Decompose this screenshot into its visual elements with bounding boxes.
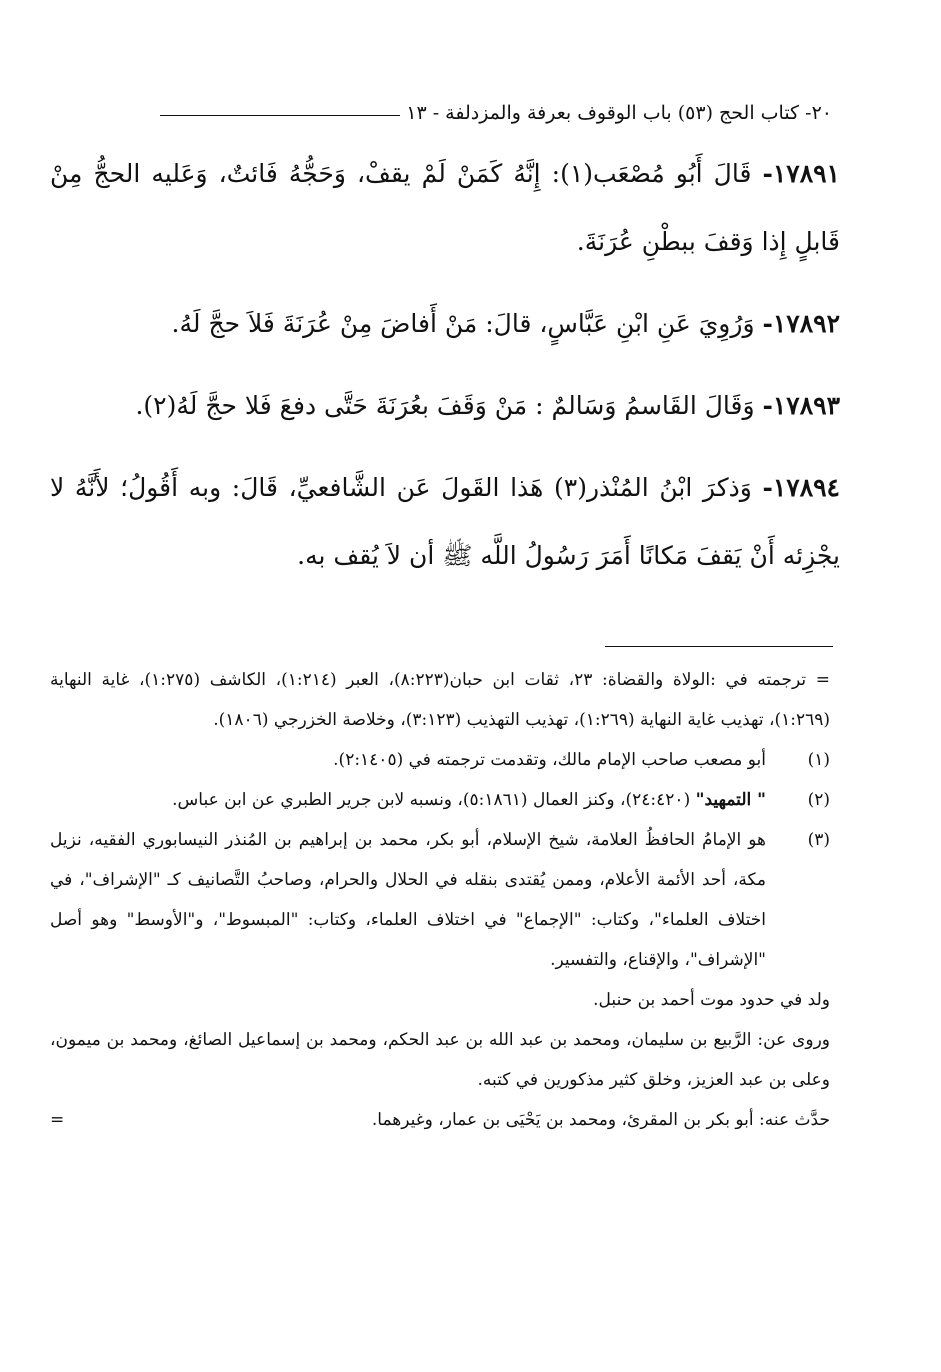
footnote-text: حدَّث عنه: أبو بكر بن المقرئ، ومحمد بن يَحْيَى بن عمار، وغيرهما. (371, 1110, 830, 1130)
paragraph-number: ١٧٨٩٣- (762, 391, 840, 420)
footnote-source-title: " التمهيد" (695, 790, 766, 810)
footnote-line: ولد في حدود موت أحمد بن حنبل. (593, 990, 830, 1010)
paragraph-number: ١٧٨٩١- (762, 159, 840, 188)
header-rule (160, 115, 400, 116)
footnote-item (50, 820, 830, 980)
footnote-item (50, 780, 830, 820)
paragraph (50, 290, 840, 358)
paragraph-number: ١٧٨٩٢- (762, 309, 840, 338)
paragraph (50, 454, 840, 590)
footnote-text: ترجمته في :الولاة والقضاة: ٢٣، ثقات ابن حبان(٨:٢٢٣)، العبر (١:٢١٤)، الكاشف (١:٢٧٥)، غاية النهاية (١:٢٦٩)، تهذيب غاية النهاية (١:٢٦٩)، تهذيب التهذيب (٣:١٢٣)، وخلاصة الخزرجي (١٨٠٦). (50, 670, 830, 730)
header-title: ٢٠- كتاب الحج (٥٣) باب الوقوف بعرفة والمزدلفة - ١٣ (406, 102, 832, 124)
footnote-separator (605, 646, 833, 647)
paragraph-text: قَالَ أَبُو مُصْعَب(١): إِنَّهُ كَمَنْ لَمْ يقفْ، وَحَجُّهُ فَائتٌ، وَعَليه الحجُّ مِنْ قَابلٍ إِذا وَقفَ ببطْنِ عُرَنَةَ. (50, 159, 840, 256)
footnote-marker: (١) (807, 750, 830, 770)
paragraph-text: وَذكرَ ابْنُ المُنْذر(٣) هَذا القَولَ عَن الشَّافعيِّ، قَالَ: وبه أَقُولُ؛ لأَنَّهُ لا يجْزِئه أَنْ يَقفَ مَكانًا أَمَرَ رَسُولُ اللَّه ﷺ أن لاَ يُقف به. (50, 473, 840, 570)
continues-marker: = (50, 1110, 65, 1130)
paragraph (50, 140, 840, 276)
footnote-marker: (٢) (807, 790, 830, 810)
paragraph-number: ١٧٨٩٤- (762, 473, 840, 502)
footnote-carryover (50, 660, 830, 740)
carryover-marker: = (815, 670, 830, 690)
paragraph-text: وَرُوِيَ عَنِ ابْنِ عَبَّاسٍ، قالَ: مَنْ أَفاضَ مِنْ عُرَنَةَ فَلاَ حجَّ لَهُ. (171, 309, 755, 338)
footnote-last-line (50, 1100, 830, 1140)
paragraph-text: وَقَالَ القَاسمُ وَسَالمٌ : مَنْ وَقَفَ بعُرَنَةَ حَتَّى دفعَ فَلا حجَّ لَهُ(٢). (135, 391, 755, 420)
footnotes (50, 660, 830, 1140)
footnote-text: (٢٤:٤٢٠)، وكنز العمال (٥:١٨٦١)، ونسبه لابن جرير الطبري عن ابن عباس. (172, 790, 691, 810)
footnote-text: أبو مصعب صاحب الإمام مالك، وتقدمت ترجمته في (٢:١٤٠٥). (333, 750, 766, 770)
footnote-line: وروى عن: الرَّبيع بن سليمان، ومحمد بن عبد الله بن عبد الحكم، ومحمد بن إسماعيل الصائغ، ومحمد بن ميمون، وعلى بن عبد العزيز، وخلق كثير مذكورين في كتبه. (50, 1030, 830, 1090)
paragraph (50, 372, 840, 440)
main-text (50, 140, 840, 604)
footnote-marker: (٣) (807, 830, 830, 850)
footnote-text: هو الإمامُ الحافظُ العلامة، شيخ الإسلام، أبو بكر، محمد بن إبراهيم بن المُنذر النيسابوري الفقيه، نزيل مكة، أحد الأئمة الأعلام، وممن يُقتدى بنقله في الحلال والحرام، وصاحبُ التَّصانيف كـ "الإشراف"، في اختلاف العلماء"، وكتاب: "الإجماع" في اختلاف العلماء، وكتاب: "المبسوط"، و"الأوسط" وهو أصل "الإشراف"، والإقناع، والتفسير. (50, 830, 766, 970)
running-header (60, 84, 832, 124)
footnote-item (50, 740, 830, 780)
